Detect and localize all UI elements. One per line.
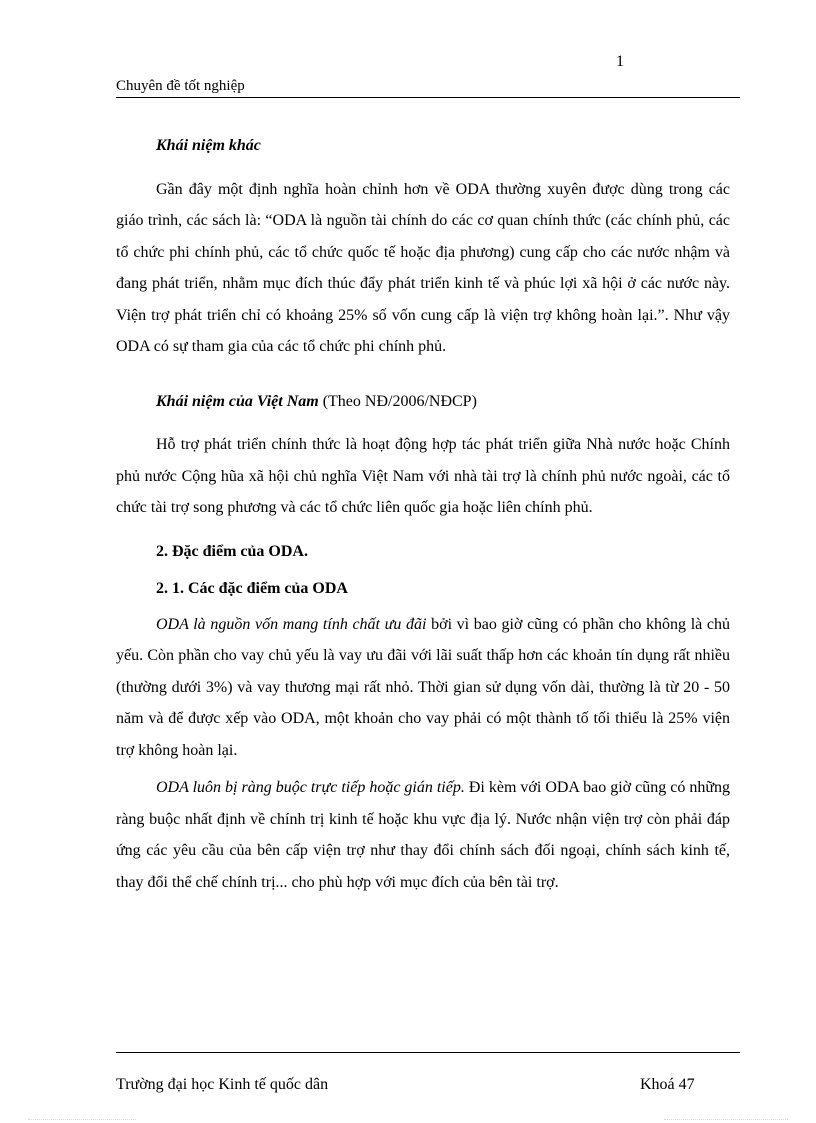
page-edge-right	[664, 1119, 788, 1120]
page-edge-left	[28, 1119, 136, 1120]
footer-divider	[116, 1052, 740, 1053]
footer-course: Khoá 47	[640, 1076, 695, 1093]
heading-khai-niem-khac-text: Khái niệm khác	[156, 137, 261, 154]
footer-school: Trường đại học Kinh tế quốc dân	[116, 1076, 329, 1093]
heading-khai-niem-khac	[116, 130, 730, 162]
heading-khai-niem-viet-nam-ref: (Theo NĐ/2006/NĐCP)	[318, 392, 477, 410]
paragraph-khai-niem-viet-nam: Hỗ trợ phát triển chính thức là hoạt động hợp tác phát triển giữa Nhà nước hoặc Chính phủ nước Cộng hũa xã hội chủ nghĩa Việt Nam với nhà tài trợ là chính phủ nước ngoài, các tổ chức tài trợ song phương và các tổ chức liên quốc gia hoặc liên chính phủ.	[116, 436, 730, 516]
paragraph-oda-rang-buoc-lead: ODA luôn bị ràng buộc trực tiếp hoặc gián tiếp.	[156, 779, 465, 796]
header-title: Chuyên đề tốt nghiệp	[116, 78, 245, 94]
section-2-heading: 2. Đặc điểm của ODA.	[156, 542, 308, 560]
paragraph-khai-niem-khac: Gần đây một định nghĩa hoàn chỉnh hơn về ODA thường xuyên được dùng trong các giáo trình, các sách là: “ODA là nguồn tài chính do các cơ quan chính thức (các chính phủ, các tổ chức phi chính phủ, các tổ chức quốc tế hoặc địa phương) cung cấp cho các nước nhậm và đang phát triển, nhằm mục đích thúc đẩy phát triển kinh tế và phúc lợi xã hội ở các nước này. Viện trợ phát triển chỉ có khoảng 25% số vốn cung cấp là viện trợ không hoàn lại.”. Như vậy ODA có sự tham gia của các tổ chức phi chính phủ.	[116, 180, 730, 355]
document-body	[116, 130, 730, 898]
paragraph-oda-uu-dai	[116, 609, 730, 767]
section-2-1-heading: 2. 1. Các đặc điểm của ODA	[156, 580, 348, 597]
heading-khai-niem-viet-nam-text: Khái niệm của Việt Nam	[156, 392, 319, 410]
header-divider	[116, 97, 740, 98]
paragraph-oda-uu-dai-rest: bởi vì bao giờ cũng có phần cho không là chủ yếu. Còn phần cho vay chủ yếu là vay ưu đãi với lãi suất thấp hơn các khoản tín dụng rất nhiều (thường dưới 3%) và vay thương mại rất nhỏ. Thời gian sử dụng vốn dài, thường là từ 20 - 50 năm và để được xếp vào ODA, một khoản cho vay phải có một thành tố tối thiểu là 25% viện trợ không hoàn lại.	[116, 615, 730, 759]
page-number: 1	[616, 53, 624, 70]
paragraph-oda-rang-buoc-rest: Đi kèm với ODA bao giờ cũng có những ràng buộc nhất định về chính trị kinh tế hoặc khu vực địa lý. Nước nhận viện trợ còn phải đáp ứng các yêu cầu của bên cấp viện trợ như thay đổi chính sách đối ngoại, chính sách kinh tế, thay đổi thể chế chính trị... cho phù hợp với mục đích của bên tài trợ.	[116, 779, 730, 891]
paragraph-oda-uu-dai-lead: ODA là nguồn vốn mang tính chất ưu đãi	[156, 615, 427, 633]
heading-khai-niem-viet-nam	[116, 386, 730, 418]
paragraph-oda-rang-buoc	[116, 772, 730, 898]
